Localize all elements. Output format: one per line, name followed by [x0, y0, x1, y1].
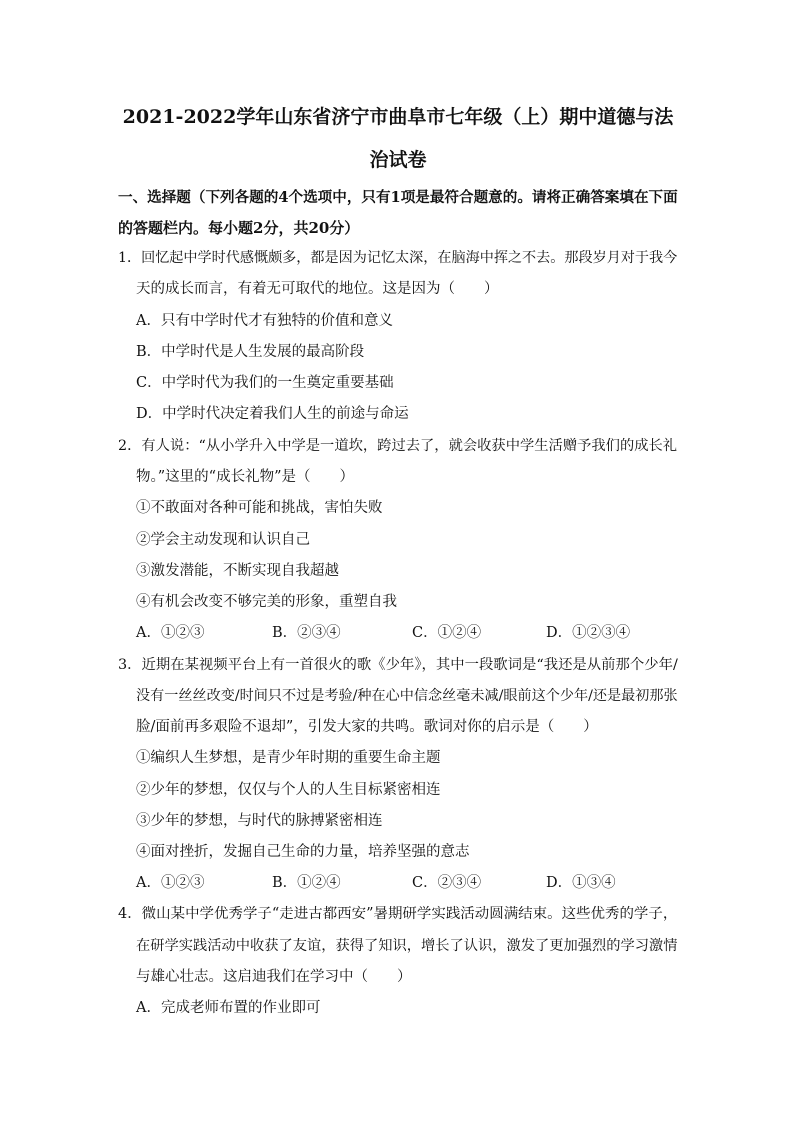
question-1-option-b[interactable]: B．中学时代是人生发展的最高阶段 — [136, 344, 365, 360]
question-2-statement-3: ③激发潜能，不断实现自我超越 — [136, 563, 339, 579]
section-heading-line-1: 一、选择题（下列各题的4个选项中，只有1项是最符合题意的。请将正确答案填在下面 — [118, 189, 678, 206]
question-2-option-c[interactable]: C．①②④ — [412, 625, 482, 641]
question-1-line-2: 天的成长而言，有着无可取代的地位。这是因为（ ） — [136, 281, 499, 297]
question-2-statement-4: ④有机会改变不够完美的形象，重塑自我 — [136, 594, 397, 610]
question-3-line-3: 脸/面前再多艰险不退却”，引发大家的共鸣。歌词对你的启示是（ ） — [136, 719, 598, 735]
question-4-line-2: 在研学实践活动中收获了友谊，获得了知识，增长了认识，激发了更加强烈的学习激情 — [136, 938, 678, 954]
question-3-statement-2: ②少年的梦想，仅仅与个人的人生目标紧密相连 — [136, 782, 441, 798]
question-3-option-a[interactable]: A．①②③ — [136, 875, 205, 891]
question-2-option-d[interactable]: D．①②③④ — [546, 625, 631, 641]
question-2-option-b[interactable]: B．②③④ — [272, 625, 341, 641]
question-2-statement-2: ②学会主动发现和认识自己 — [136, 532, 310, 548]
question-2-statement-1: ①不敢面对各种可能和挑战，害怕失败 — [136, 500, 383, 516]
section-heading-line-2: 的答题栏内。每小题2分，共20分） — [118, 219, 360, 237]
question-1-option-d[interactable]: D．中学时代决定着我们人生的前途与命运 — [136, 406, 409, 422]
question-3-line-1: 3．近期在某视频平台上有一首很火的歌《少年》，其中一段歌词是“我还是从前那个少年/ — [118, 657, 678, 673]
exam-title-line-2: 治试卷 — [369, 149, 427, 171]
question-4-option-a[interactable]: A．完成老师布置的作业即可 — [136, 1000, 321, 1016]
question-1-line-1: 1．回忆起中学时代感慨颇多，都是因为记忆太深，在脑海中挥之不去。那段岁月对于我今 — [118, 250, 678, 266]
question-3-option-d[interactable]: D．①③④ — [546, 875, 616, 891]
question-4-line-3: 与雄心壮志。这启迪我们在学习中（ ） — [136, 969, 412, 985]
question-2-line-1: 2．有人说：“从小学升入中学是一道坎，跨过去了，就会收获中学生活赠予我们的成长礼 — [118, 438, 678, 454]
question-1-option-a[interactable]: A．只有中学时代才有独特的价值和意义 — [136, 313, 393, 329]
question-2-line-2: 物。”这里的“成长礼物”是（ ） — [136, 469, 354, 485]
question-3-statement-1: ①编织人生梦想，是青少年时期的重要生命主题 — [136, 750, 441, 766]
question-4-line-1: 4．微山某中学优秀学子“走进古都西安”暑期研学实践活动圆满结束。这些优秀的学子， — [118, 906, 678, 922]
question-2-option-a[interactable]: A．①②③ — [136, 625, 205, 641]
question-3-option-b[interactable]: B．①②④ — [272, 875, 341, 891]
question-3-statement-3: ③少年的梦想，与时代的脉搏紧密相连 — [136, 813, 383, 829]
question-3-line-2: 没有一丝丝改变/时间只不过是考验/种在心中信念丝毫未减/眼前这个少年/还是最初那张 — [136, 688, 678, 704]
question-3-option-c[interactable]: C．②③④ — [412, 875, 482, 891]
question-3-statement-4: ④面对挫折，发掘自己生命的力量，培养坚强的意志 — [136, 844, 470, 860]
exam-title-line-1: 2021-2022学年山东省济宁市曲阜市七年级（上）期中道德与法 — [122, 106, 674, 128]
question-1-option-c[interactable]: C．中学时代为我们的一生奠定重要基础 — [136, 375, 394, 391]
